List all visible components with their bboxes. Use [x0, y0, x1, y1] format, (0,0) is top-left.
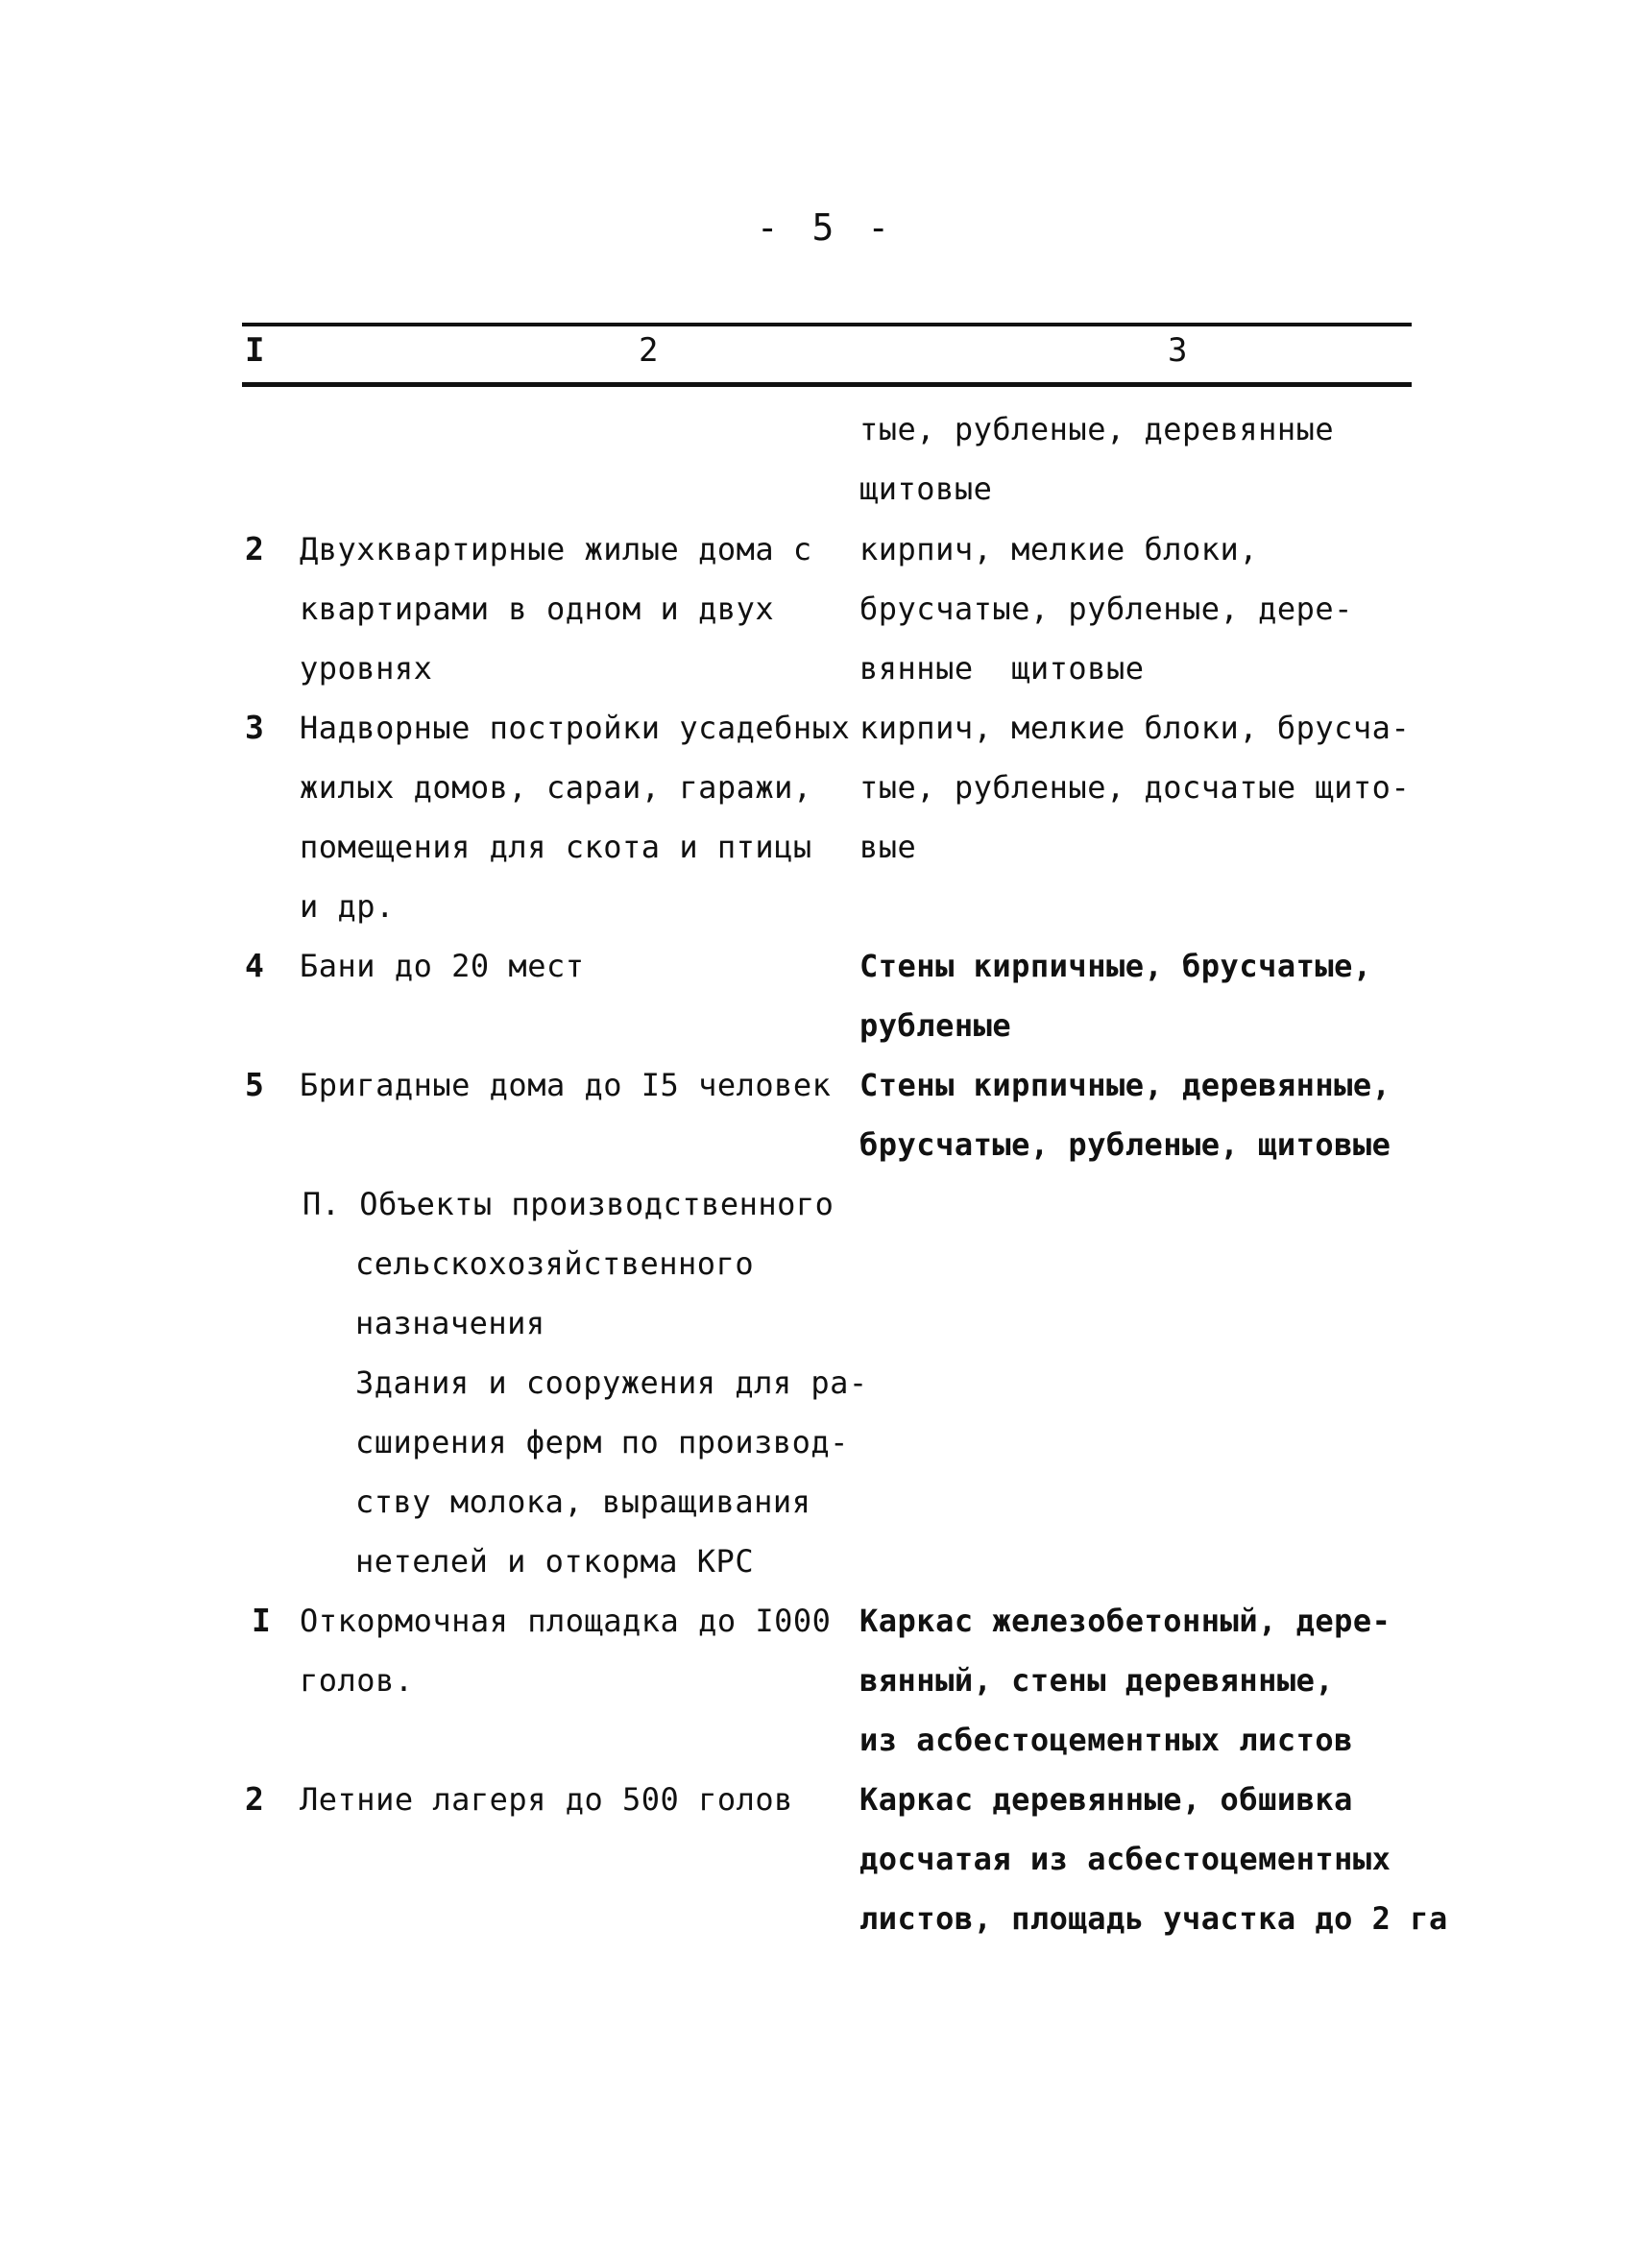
section-title-line: назначения: [355, 1305, 545, 1341]
row-number: I: [252, 1602, 271, 1639]
row-material-line: досчатая из асбестоцементных: [859, 1841, 1391, 1877]
row-name-line: Летние лагеря до 500 голов: [300, 1781, 793, 1818]
row-material-line: рубленые: [859, 1007, 1012, 1044]
row-name-line: помещения для скота и птицы: [300, 829, 812, 865]
row-name-line: жилых домов, сараи, гаражи,: [300, 769, 812, 806]
row-name-line: и др.: [300, 888, 395, 925]
row-material-line: кирпич, мелкие блоки, брусча-: [859, 710, 1411, 746]
row-material-line: кирпич, мелкие блоки,: [859, 531, 1259, 567]
row-material-line: вые: [859, 829, 917, 865]
continuation-line: щитовые: [859, 470, 993, 507]
row-name-line: Откормочная площадка до I000: [300, 1603, 832, 1639]
column-header-3: 3: [1168, 331, 1188, 370]
row-material-line: тые, рубленые, досчатые щито-: [859, 769, 1411, 806]
row-name-line: Бригадные дома до I5 человек: [300, 1067, 832, 1103]
row-material-line: брусчатые, рубленые, дере-: [859, 591, 1353, 627]
section-title-line: П. Объекты производственного: [302, 1186, 835, 1222]
section-title-line: сельскохозяйственного: [355, 1245, 755, 1282]
column-header-2: 2: [639, 331, 659, 370]
row-number: 2: [245, 530, 264, 567]
row-material-line: из асбестоцементных листов: [859, 1722, 1353, 1758]
row-name-line: квартирами в одном и двух: [300, 591, 775, 627]
row-material-line: Каркас деревянные, обшивка: [859, 1781, 1353, 1818]
section-subtitle-line: сширения ферм по производ-: [355, 1424, 849, 1460]
row-name-line: Двухквартирные жилые дома с: [300, 531, 812, 567]
table-top-rule: [242, 323, 1412, 326]
page-number: - 5 -: [756, 206, 896, 249]
row-number: 3: [245, 709, 264, 746]
section-subtitle-line: Здания и сооружения для ра-: [355, 1364, 868, 1401]
row-material-line: Стены кирпичные, брусчатые,: [859, 948, 1372, 984]
section-subtitle-line: нетелей и откорма КРС: [355, 1543, 755, 1580]
row-material-line: Стены кирпичные, деревянные,: [859, 1067, 1391, 1103]
row-number: 4: [245, 947, 264, 984]
row-name-line: уровнях: [300, 650, 433, 687]
row-material-line: вянный, стены деревянные,: [859, 1662, 1335, 1699]
continuation-line: тые, рубленые, деревянные: [859, 411, 1335, 447]
row-name-line: голов.: [300, 1662, 414, 1699]
row-name-line: Бани до 20 мест: [300, 948, 585, 984]
column-header-1: I: [245, 331, 265, 370]
row-number: 5: [245, 1066, 264, 1103]
row-material-line: листов, площадь участка до 2 га: [859, 1900, 1448, 1937]
section-subtitle-line: ству молока, выращивания: [355, 1484, 811, 1520]
row-name-line: Надворные постройки усадебных: [300, 710, 851, 746]
row-material-line: Каркас железобетонный, дере-: [859, 1603, 1391, 1639]
row-material-line: брусчатые, рубленые, щитовые: [859, 1126, 1391, 1163]
row-material-line: вянные щитовые: [859, 650, 1145, 687]
row-number: 2: [245, 1780, 264, 1818]
table-header-rule: [242, 382, 1412, 387]
